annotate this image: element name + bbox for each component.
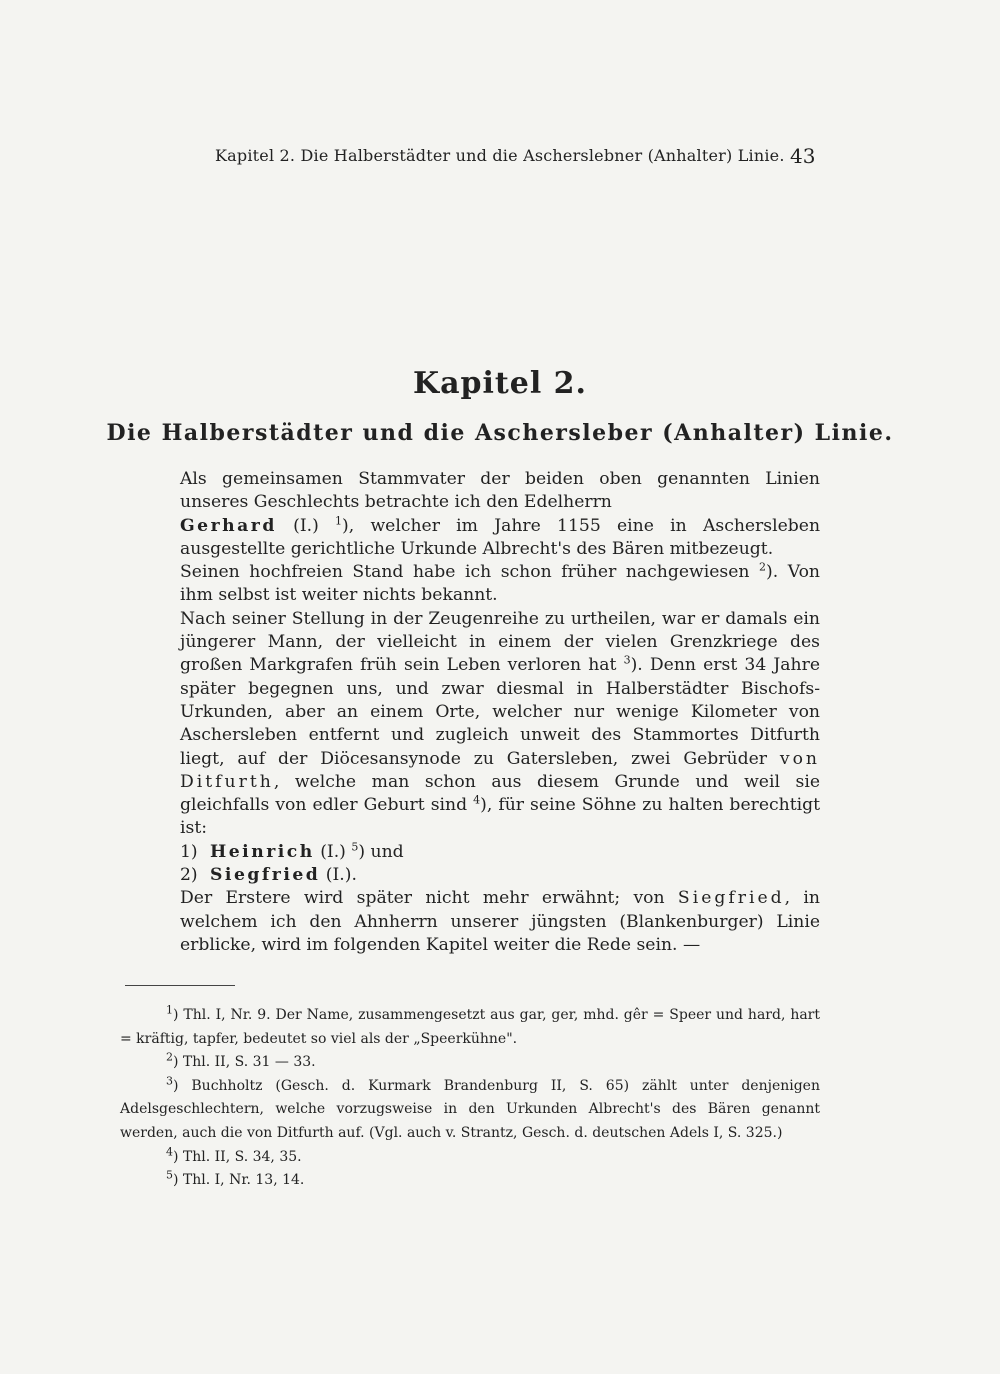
- paragraph-4: [180, 608, 820, 841]
- person-name-heinrich: Heinrich: [210, 841, 315, 862]
- footnote-ref-3: 3: [623, 653, 631, 667]
- footnote-text: ) Thl. II, S. 31 — 33.: [173, 1054, 316, 1071]
- paragraph-5-b: , in welchem ich den Ahnherrn unserer jüngsten (Blankenburger) Linie erblicke, wird im folgenden Kapitel weiter die Rede sein. —: [180, 888, 820, 955]
- footnote-ref-2: 2: [759, 560, 767, 574]
- footnote-3: [120, 1075, 820, 1146]
- list-number: 1): [180, 841, 198, 862]
- footnote-ref-4: 4: [473, 793, 481, 807]
- footnote-mark: 1: [166, 1003, 173, 1017]
- paragraph-5: [180, 887, 820, 957]
- footnote-ref-5: 5: [351, 840, 359, 854]
- footnote-5: [120, 1169, 820, 1193]
- footnote-mark: 3: [166, 1074, 173, 1088]
- roman-numeral: (I.): [293, 515, 319, 536]
- footnote-text: ) Thl. I, Nr. 13, 14.: [173, 1172, 305, 1189]
- paragraph-4-b: ). Denn erst 34 Jahre später begegnen uns, und zwar diesmal in Halberstädter Bischofs-Urkunden, aber an einem Orte, welcher nur wenige Kilometer von Aschersleben entfernt und zugleich unweit des Stammortes Ditfurth liegt, auf der Diöcesansynode zu Gatersleben, zwei Gebrüder: [180, 655, 820, 769]
- paragraph-4-c: , welche man schon aus diesem Grunde und weil sie gleichfalls von edler Geburt sind: [180, 771, 820, 816]
- paragraph-1: Als gemeinsamen Stammvater der beiden oben genannten Linien unseres Geschlechts betrachte ich den Edelherrn: [180, 469, 820, 513]
- roman-numeral: (I.).: [325, 865, 357, 886]
- running-header: [0, 146, 1000, 170]
- chapter-title: Die Halberstädter und die Aschersleber (Anhalter) Linie.: [106, 420, 894, 446]
- footnote-text: ) Thl. II, S. 34, 35.: [173, 1148, 302, 1165]
- footnote-4: [120, 1146, 820, 1170]
- list-item-rest: ) und: [358, 841, 404, 862]
- person-name-gerhard: Gerhard: [180, 515, 277, 536]
- running-title: Kapitel 2. Die Halberstädter und die Ascherslebner (Anhalter) Linie.: [215, 146, 785, 165]
- footnote-mark: 2: [166, 1050, 173, 1064]
- paragraph-3-a: Seinen hochfreien Stand habe ich schon früher nachgewiesen: [180, 562, 750, 583]
- footnote-mark: 5: [166, 1168, 173, 1182]
- paragraph-2: [180, 515, 820, 562]
- person-name-siegfried: Siegfried: [210, 865, 321, 886]
- list-item: [180, 864, 820, 887]
- paragraph-3-b: ). Von ihm selbst ist weiter nichts bekannt.: [180, 562, 820, 606]
- footnote-ref-1: 1: [335, 513, 343, 527]
- list-item: [180, 841, 820, 864]
- footnote-2: [120, 1051, 820, 1075]
- paragraph-2-rest: ), welcher im Jahre 1155 eine in Aschersleben ausgestellte gerichtliche Urkunde Albrecht's des Bären mitbezeugt.: [180, 515, 821, 559]
- paragraph-5-a: Der Erstere wird später nicht mehr erwähnt; von: [180, 888, 665, 909]
- family-name: von Ditfurth: [180, 748, 820, 792]
- paragraph-4-a: Nach seiner Stellung in der Zeugenreihe zu urtheilen, war er damals ein jüngerer Mann, der vielleicht in einem der vielen Grenzkriege des großen Markgrafen früh sein Leben verloren hat: [180, 608, 820, 676]
- list-number: 2): [180, 865, 198, 886]
- footnotes: [120, 1004, 820, 1193]
- footnote-separator: [125, 985, 235, 986]
- paragraph-4-d: ), für seine Söhne zu halten berechtigt ist:: [180, 795, 821, 839]
- footnote-text: ) Thl. I, Nr. 9. Der Name, zusammengesetzt aus gar, ger, mhd. gêr = Speer und hard, hart = kräftig, tapfer, bedeutet so viel als der „Speerkühne".: [120, 1007, 820, 1047]
- paragraph-3: [180, 561, 820, 608]
- person-name-siegfried-inline: Siegfried: [677, 888, 785, 909]
- footnote-text: ) Buchholtz (Gesch. d. Kurmark Brandenburg II, S. 65) zählt unter denjenigen Adelsgeschlechtern, welche vorzugsweise in den Urkunden Albrecht's des Bären genannt werden, auch die von Ditfurth auf. (Vgl. auch v. Strantz, Gesch. d. deutschen Adels I, S. 325.): [120, 1077, 820, 1141]
- roman-numeral: (I.): [320, 841, 346, 862]
- footnote-1: [120, 1004, 820, 1051]
- main-text: [180, 468, 820, 957]
- page-number: 43: [790, 144, 816, 168]
- chapter-label: Kapitel 2.: [413, 366, 587, 401]
- footnote-mark: 4: [166, 1144, 173, 1158]
